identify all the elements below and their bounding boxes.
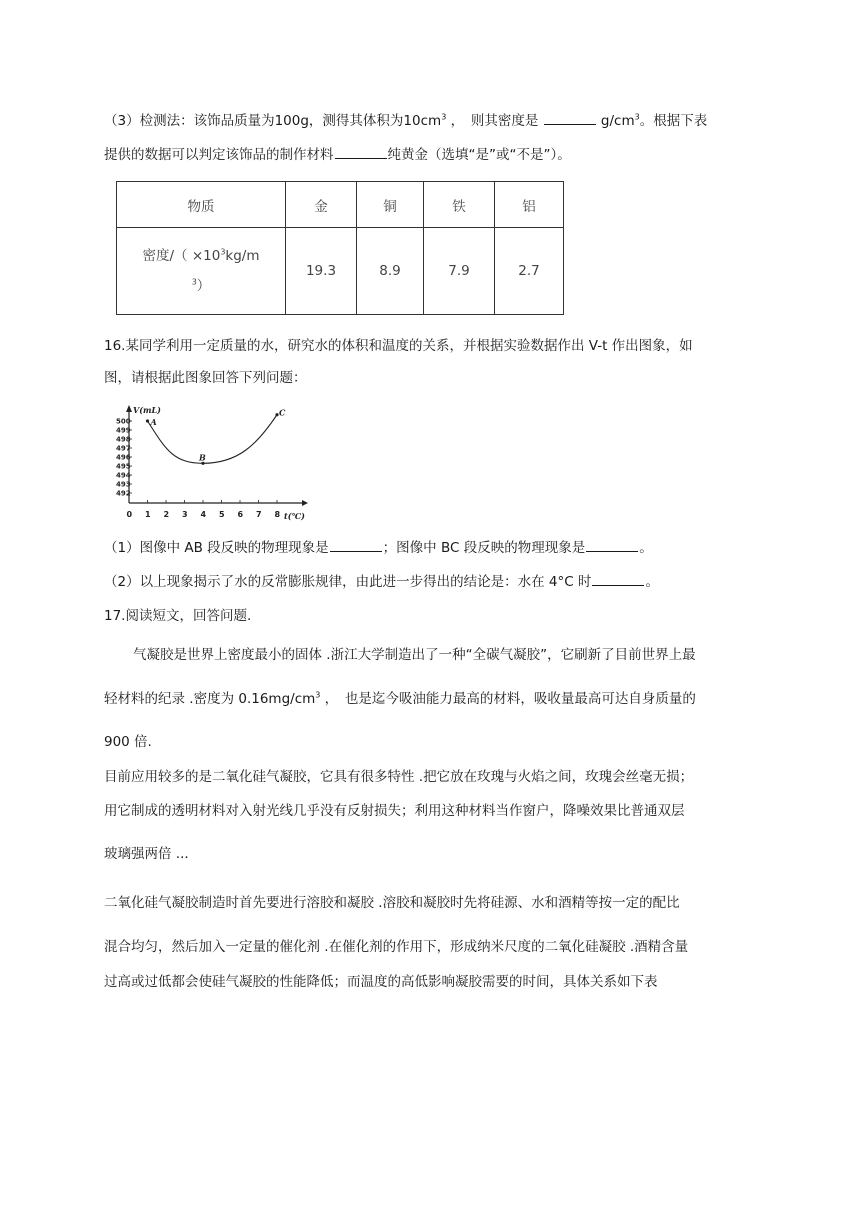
q15-text-b: ， 则其密度是 <box>450 113 539 129</box>
q15-sup-a: 3 <box>441 112 447 122</box>
point-label-c: C <box>279 407 286 418</box>
point-label-a: A <box>150 417 157 427</box>
row-label-density <box>117 228 286 315</box>
q16-part1-a: （1）图像中 AB 段反映的物理现象是 <box>104 540 329 556</box>
q15-text-d: 。根据下表 <box>639 113 708 129</box>
row-label-part-d: ） <box>196 278 211 294</box>
q17-p2-line3: 玻璃强两倍 ... <box>104 846 189 862</box>
x-tick-label: 4 <box>200 510 207 519</box>
q16-part2-b: 。 <box>645 574 659 590</box>
q17-p1-sup: 3 <box>315 690 321 700</box>
q17-p1-line2-b: ， 也是迄今吸油能力最高的材料，吸收量最高可达自身质量的 <box>324 691 696 707</box>
q17-p1-line2-a: 轻材料的纪录 .密度为 0.16mg/cm <box>104 691 316 707</box>
density-copper: 8.9 <box>357 228 424 315</box>
y-tick-label: 496 <box>116 453 131 462</box>
y-tick-label: 492 <box>116 489 131 498</box>
row-label-sup: 3 <box>220 247 226 257</box>
x-axis-arrow <box>302 500 308 506</box>
density-table <box>116 181 564 315</box>
table-row-density <box>117 228 564 315</box>
y-tick-label: 498 <box>116 435 131 444</box>
conclusion-answer-blank[interactable] <box>592 571 644 586</box>
q16-part1 <box>104 537 653 558</box>
point-a <box>146 419 149 422</box>
x-tick-label: 5 <box>219 510 225 519</box>
q15-text-c: g/cm <box>600 113 635 129</box>
x-tick-label: 6 <box>237 510 244 519</box>
x-tick-label: 7 <box>256 510 262 519</box>
y-tick-label: 499 <box>116 426 131 435</box>
q15-line2-b: 纯黄金（选填“是”或“不是”）。 <box>387 147 571 163</box>
row-label-sup2: 3 <box>191 277 197 287</box>
bc-answer-blank[interactable] <box>586 537 638 552</box>
q17-p3-line1: 二氧化硅气凝胶制造时首先要进行溶胶和凝胶 .溶胶和凝胶时先将硅源、水和酒精等按一定的配比 <box>104 895 680 911</box>
q17-p3-line2: 混合均匀，然后加入一定量的催化剂 .在催化剂的作用下，形成纳米尺度的二氧化硅凝胶 .酒精含量 <box>104 939 689 955</box>
q15-part3-line1 <box>104 110 707 131</box>
header-copper: 铜 <box>357 182 424 228</box>
volume-temperature-graph <box>116 403 316 525</box>
q16-part1-c: 。 <box>639 540 653 556</box>
x-tick-label: 0 <box>126 510 133 519</box>
header-aluminum: 铝 <box>495 182 564 228</box>
q15-part3-line2 <box>104 144 571 165</box>
header-substance: 物质 <box>117 182 286 228</box>
y-tick-label: 493 <box>116 480 131 489</box>
table-header-row <box>117 182 564 228</box>
q16-part2 <box>104 571 659 592</box>
q17-p1-line3: 900 倍. <box>104 734 152 750</box>
y-axis-arrow <box>126 405 132 412</box>
q17-p2-line1: 目前应用较多的是二氧化硅气凝胶，它具有很多特性 .把它放在玫瑰与火焰之间，玫瑰会丝毫无损； <box>104 769 694 785</box>
y-tick-label: 495 <box>116 462 131 471</box>
y-axis-label: V(mL) <box>133 405 161 415</box>
q17-p1-line2 <box>104 689 696 709</box>
density-aluminum: 2.7 <box>495 228 564 315</box>
q15-line2-a: 提供的数据可以判定该饰品的制作材料 <box>104 147 334 163</box>
row-label-part-a: 密度/（ ×10 <box>142 248 221 264</box>
volume-curve <box>148 415 278 464</box>
y-tick-label: 497 <box>116 444 131 453</box>
x-tick-label: 3 <box>182 510 188 519</box>
q16-line2: 图，请根据此图象回答下列问题： <box>104 370 307 386</box>
x-tick-label: 8 <box>274 510 281 519</box>
density-gold: 19.3 <box>286 228 357 315</box>
x-tick-label: 1 <box>145 510 151 519</box>
density-iron: 7.9 <box>424 228 495 315</box>
point-label-b: B <box>199 452 206 463</box>
q17-title: 17.阅读短文，回答问题. <box>104 608 252 624</box>
y-tick-label: 494 <box>116 471 131 480</box>
header-gold: 金 <box>286 182 357 228</box>
x-tick-label: 2 <box>163 510 170 519</box>
ab-answer-blank[interactable] <box>330 537 382 552</box>
row-label-part-b: kg/m <box>225 248 260 264</box>
q17-p1-line1: 气凝胶是世界上密度最小的固体 .浙江大学制造出了一种“全碳气凝胶”，它刷新了目前世界上最 <box>133 647 696 663</box>
q16-line1: 16.某同学利用一定质量的水，研究水的体积和温度的关系，并根据实验数据作出 V-t 作出图象，如 <box>104 338 693 354</box>
header-iron: 铁 <box>424 182 495 228</box>
q16-part2-a: （2）以上现象揭示了水的反常膨胀规律，由此进一步得出的结论是：水在 4°C 时 <box>104 574 592 590</box>
q15-sup-b: 3 <box>634 112 640 122</box>
q17-p3-line3: 过高或过低都会使硅气凝胶的性能降低；而温度的高低影响凝胶需要的时间，具体关系如下表 <box>104 974 658 990</box>
q16-part1-b: ；图像中 BC 段反映的物理现象是 <box>382 540 586 556</box>
q15-text-a: （3）检测法：该饰品质量为100g，测得其体积为10cm <box>104 113 442 129</box>
density-answer-blank[interactable] <box>544 110 596 125</box>
q17-p2-line2: 用它制成的透明材料对入射光线几乎没有反射损失；利用这种材料当作窗户，降噪效果比普通双层 <box>104 803 685 819</box>
y-tick-label: 500 <box>116 417 131 426</box>
material-answer-blank[interactable] <box>335 144 387 159</box>
x-axis-label: t(℃) <box>284 511 305 521</box>
